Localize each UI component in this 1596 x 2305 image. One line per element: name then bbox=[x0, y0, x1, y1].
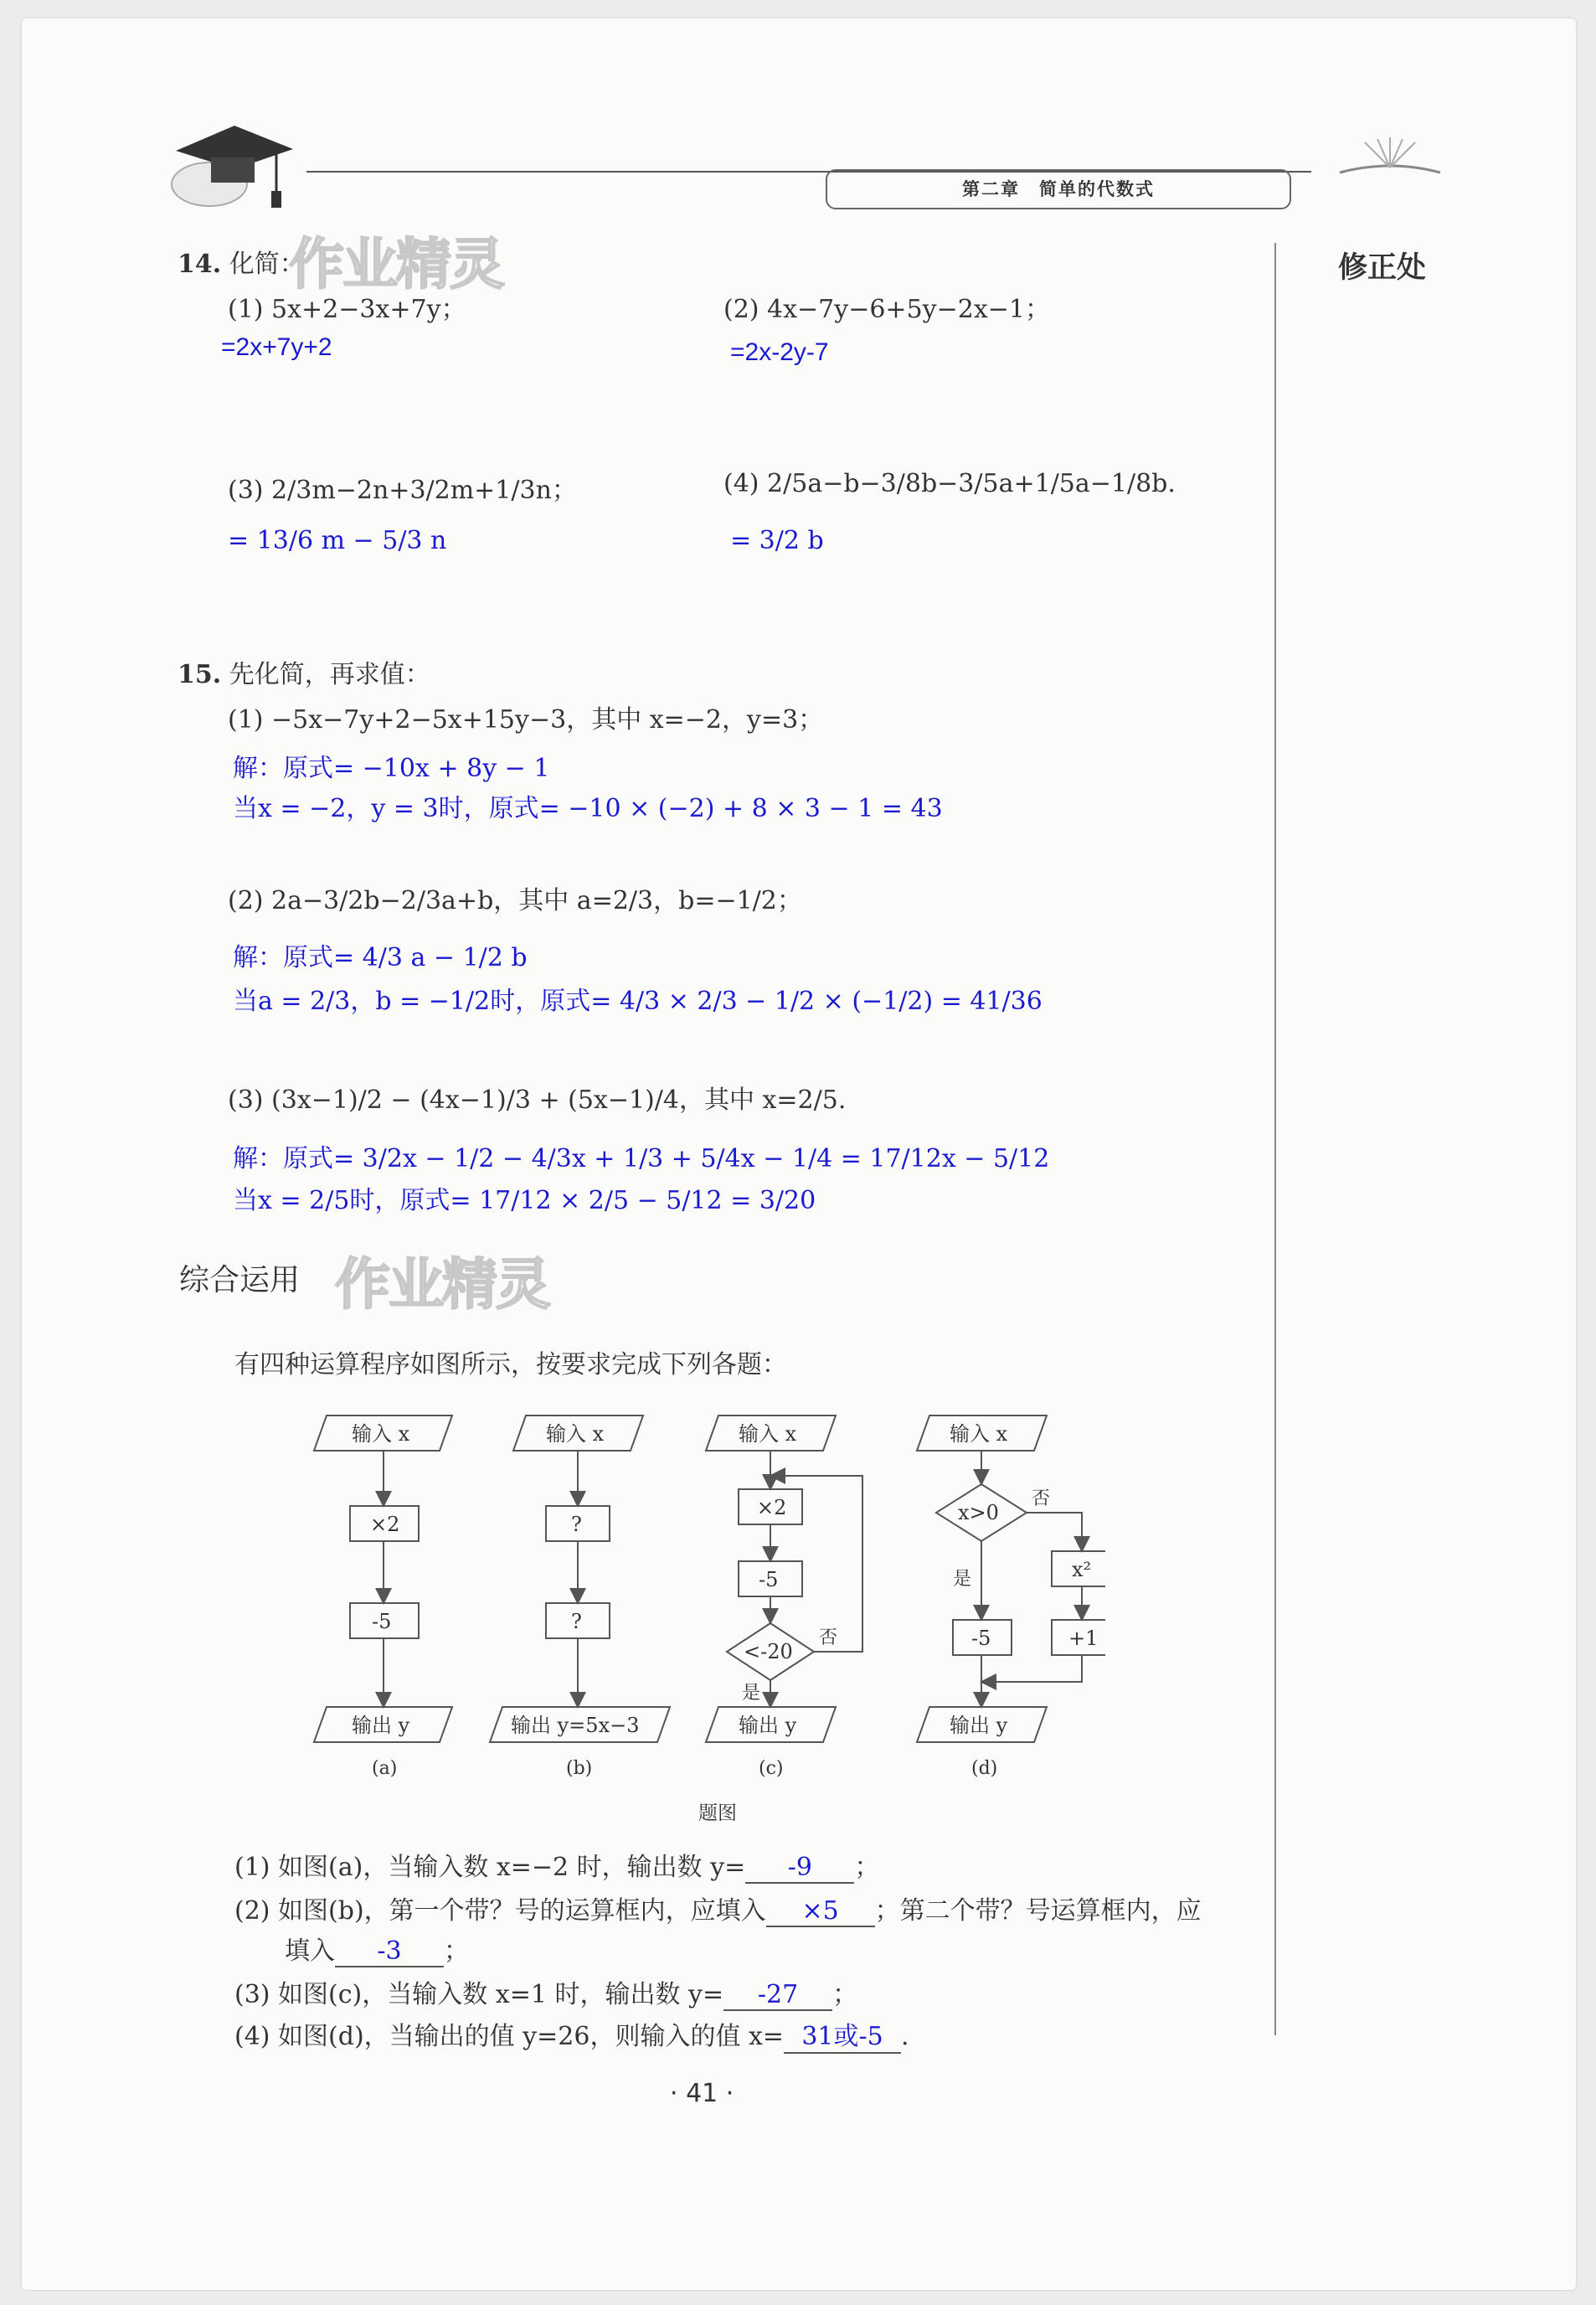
open-book-icon bbox=[1331, 134, 1449, 181]
flowchart-d-square: x² bbox=[1072, 1558, 1092, 1581]
flowchart-b-input: 输入 x bbox=[546, 1422, 605, 1446]
fill-q4-text: (4) 如图(d)，当输出的值 y=26，则输入的值 x= bbox=[234, 2022, 785, 2051]
flowchart-d-plus: +1 bbox=[1068, 1627, 1099, 1650]
flowchart-b-caption: (b) bbox=[566, 1758, 593, 1779]
fill-q2-cont bbox=[285, 1930, 469, 1967]
fill-q2 bbox=[234, 1890, 1202, 1927]
flowchart-d-no-label: 否 bbox=[1032, 1488, 1051, 1509]
fill-q2-answer1: ×5 bbox=[766, 1896, 875, 1927]
q15-answer1-line2: 当x = −2，y = 3时，原式= −10 × (−2) + 8 × 3 − 1 = 43 bbox=[233, 794, 943, 823]
margin-divider bbox=[1274, 243, 1276, 2035]
q14-title: 化简： bbox=[229, 250, 305, 279]
fill-q4-end: . bbox=[901, 2022, 909, 2051]
q15-part3: (3) (3x−1)/2 − (4x−1)/3 + (5x−1)/4，其中 x=2/5. bbox=[228, 1085, 847, 1115]
q14-answer4: = 3/2 b bbox=[730, 526, 824, 555]
flowchart-c-caption: (c) bbox=[759, 1758, 784, 1779]
flowchart-d-minus: -5 bbox=[971, 1627, 991, 1650]
fill-q4 bbox=[234, 2015, 909, 2054]
flowchart-c-output: 输出 y bbox=[739, 1714, 797, 1737]
q15-answer3-line1: 解：原式= 3/2x − 1/2 − 4/3x + 1/3 + 5/4x − 1/4 = 17/12x − 5/12 bbox=[233, 1144, 1050, 1173]
flowchart-a-step2: -5 bbox=[372, 1610, 392, 1633]
flowchart-c-step2: -5 bbox=[759, 1568, 779, 1591]
q15-heading bbox=[178, 653, 430, 690]
flowchart-c-no-label: 否 bbox=[819, 1627, 838, 1648]
flowchart-c-step1: ×2 bbox=[757, 1496, 787, 1519]
fill-q2-answer2: -3 bbox=[335, 1936, 444, 1967]
flowchart-a-output: 输出 y bbox=[352, 1714, 410, 1737]
flowchart-a-step1: ×2 bbox=[370, 1513, 400, 1536]
flowchart-figure bbox=[301, 1399, 1105, 1792]
q15-answer2-line2: 当a = 2/3，b = −1/2时，原式= 4/3 × 2/3 − 1/2 × (−1/2) = 41/36 bbox=[233, 987, 1043, 1016]
flowchart-c-input: 输入 x bbox=[739, 1422, 797, 1446]
flowchart-a-caption: (a) bbox=[372, 1758, 398, 1779]
fill-q3-text: (3) 如图(c)，当输入数 x=1 时，输出数 y= bbox=[234, 1980, 724, 2009]
q14-part1: (1) 5x+2−3x+7y； bbox=[228, 295, 466, 324]
q15-title: 先化简，再求值： bbox=[229, 660, 430, 689]
flowchart-c-condition: <-20 bbox=[744, 1640, 793, 1663]
fill-q2-text-2: 填入 bbox=[285, 1936, 335, 1966]
figure-caption: 题图 bbox=[698, 1802, 737, 1824]
fill-q1 bbox=[234, 1846, 879, 1884]
q14-heading bbox=[178, 243, 305, 280]
q14-answer1: =2x+7y+2 bbox=[221, 333, 332, 361]
fill-q1-end: ； bbox=[854, 1853, 880, 1882]
flowchart-c bbox=[706, 1415, 862, 1779]
q14-answer3: = 13/6 m − 5/3 n bbox=[228, 526, 447, 555]
revise-label: 修正处 bbox=[1338, 251, 1427, 285]
fill-q2-end: ； bbox=[444, 1936, 469, 1966]
q15-part1: (1) −5x−7y+2−5x+15y−3，其中 x=−2，y=3； bbox=[228, 705, 824, 735]
flowchart-d-input: 输入 x bbox=[950, 1422, 1008, 1446]
fill-q1-answer: -9 bbox=[745, 1853, 854, 1884]
graduation-cap-icon bbox=[159, 117, 301, 218]
q14-part3: (3) 2/3m−2n+3/2m+1/3n； bbox=[228, 476, 577, 505]
section-title: 综合运用 bbox=[179, 1263, 301, 1297]
flowchart-b bbox=[490, 1415, 670, 1779]
flowchart-d-yes-label: 是 bbox=[953, 1569, 972, 1590]
flowchart-b-step2: ? bbox=[571, 1610, 582, 1633]
q15-number: 15. bbox=[178, 660, 222, 689]
q14-part4: (4) 2/5a−b−3/8b−3/5a+1/5a−1/8b. bbox=[723, 469, 1176, 498]
q15-part2: (2) 2a−3/2b−2/3a+b，其中 a=2/3，b=−1/2； bbox=[228, 886, 802, 915]
chapter-title: 第二章 简单的代数式 bbox=[826, 169, 1291, 209]
watermark-logo-2: 作业精灵 bbox=[335, 1252, 549, 1317]
fill-q4-answer: 31或-5 bbox=[784, 2015, 901, 2054]
flowchart-d-output: 输出 y bbox=[950, 1714, 1008, 1737]
q14-part2: (2) 4x−7y−6+5y−2x−1； bbox=[723, 295, 1050, 324]
flowchart-a-input: 输入 x bbox=[352, 1422, 410, 1446]
flowchart-b-output: 输出 y=5x−3 bbox=[511, 1714, 640, 1737]
q15-answer3-line2: 当x = 2/5时，原式= 17/12 × 2/5 − 5/12 = 3/20 bbox=[233, 1186, 816, 1215]
fill-q2-text: (2) 如图(b)，第一个带？号的运算框内，应填入 bbox=[234, 1896, 766, 1926]
flowchart-d-caption: (d) bbox=[971, 1758, 998, 1779]
flowchart-b-step1: ? bbox=[571, 1513, 582, 1536]
flowchart-d bbox=[917, 1415, 1105, 1779]
watermark-logo: 作业精灵 bbox=[289, 232, 503, 297]
fill-q1-text: (1) 如图(a)，当输入数 x=−2 时，输出数 y= bbox=[234, 1853, 746, 1882]
q15-answer2-line1: 解：原式= 4/3 a − 1/2 b bbox=[233, 943, 528, 972]
section-intro: 有四种运算程序如图所示，按要求完成下列各题： bbox=[234, 1350, 787, 1379]
fill-q3-answer: -27 bbox=[723, 1980, 832, 2011]
fill-q2-text-mid: ；第二个带？号运算框内，应 bbox=[874, 1896, 1202, 1926]
flowchart-a bbox=[314, 1415, 452, 1779]
q14-number: 14. bbox=[178, 250, 222, 279]
flowchart-d-condition: x>0 bbox=[958, 1501, 999, 1524]
fill-q3-end: ； bbox=[832, 1980, 858, 2009]
q15-answer1-line1: 解：原式= −10x + 8y − 1 bbox=[233, 754, 550, 783]
page-number: · 41 · bbox=[670, 2079, 734, 2108]
q14-answer2: =2x-2y-7 bbox=[730, 338, 829, 366]
flowchart-c-yes-label: 是 bbox=[742, 1683, 761, 1704]
fill-q3 bbox=[234, 1973, 857, 2011]
